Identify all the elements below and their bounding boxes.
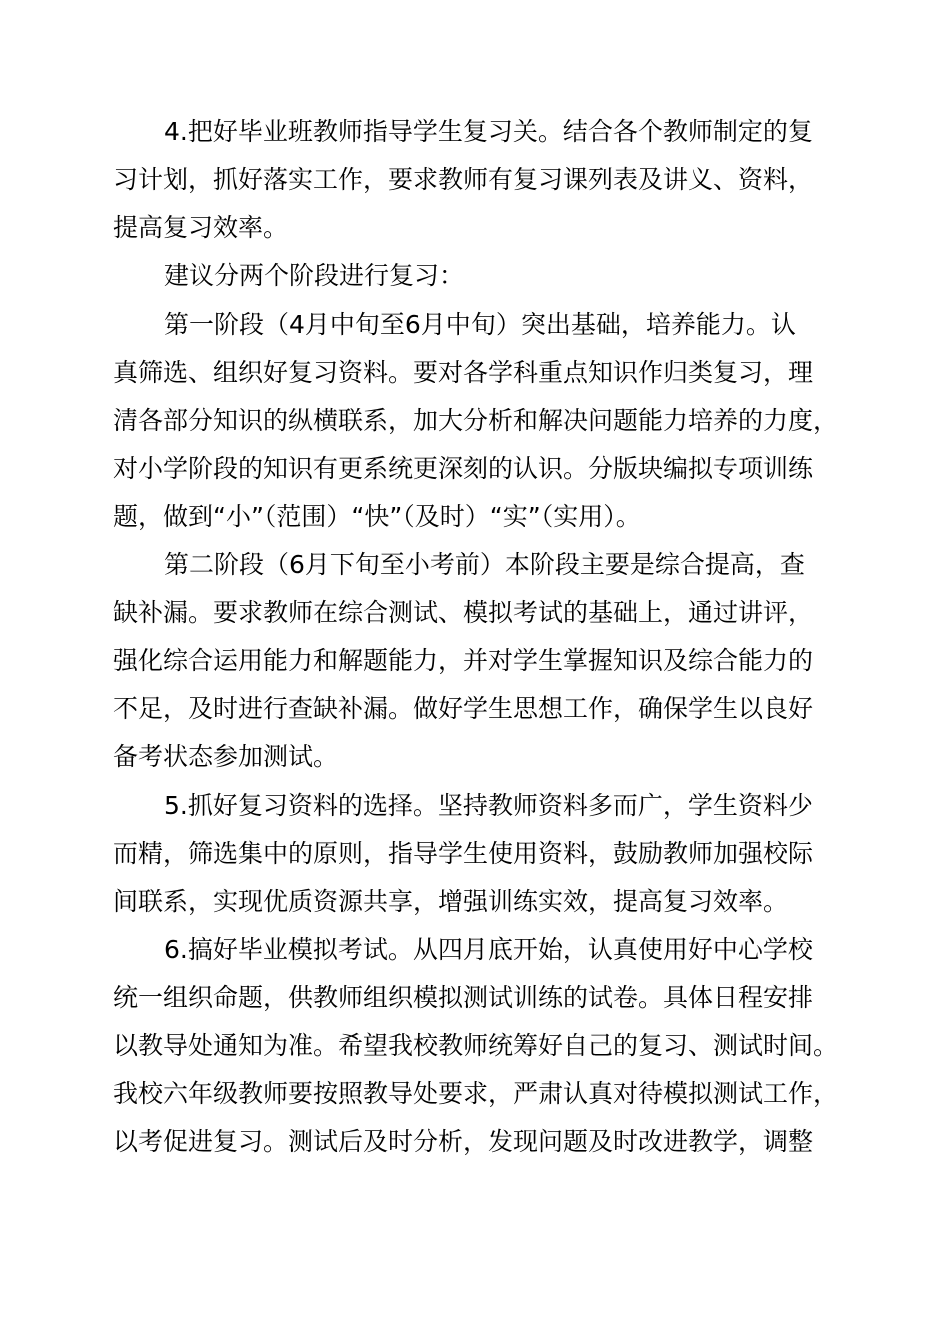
text-line: 6.搞好毕业模拟考试。从四月底开始，认真使用好中心学校 — [164, 935, 813, 964]
text-line: 第二阶段（6月下旬至小考前）本阶段主要是综合提高，查 — [164, 550, 805, 579]
text-line: 统一组织命题，供教师组织模拟测试训练的试卷。具体日程安排 — [113, 983, 814, 1012]
text-line: 我校六年级教师要按照教导处要求，严肃认真对待模拟测试工作， — [113, 1079, 839, 1108]
text-line: 而精，筛选集中的原则，指导学生使用资料，鼓励教师加强校际 — [113, 839, 814, 868]
text-line: 建议分两个阶段进行复习： — [164, 261, 465, 290]
text-line: 以教导处通知为准。希望我校教师统筹好自己的复习、测试时间。 — [113, 1031, 839, 1060]
text-line: 备考状态参加测试。 — [113, 742, 339, 771]
text-line: 对小学阶段的知识有更系统更深刻的认识。分版块编拟专项训练 — [113, 454, 814, 483]
text-line: 第一阶段（4月中旬至6月中旬）突出基础，培养能力。认 — [164, 310, 796, 339]
text-line: 4.把好毕业班教师指导学生复习关。结合各个教师制定的复 — [164, 117, 813, 146]
text-line: 题，做到“小”（范围）“快”（及时）“实”（实用）。 — [113, 502, 641, 531]
text-line: 真筛选、组织好复习资料。要对各学科重点知识作归类复习，理 — [113, 358, 814, 387]
text-line: 不足，及时进行查缺补漏。做好学生思想工作，确保学生以良好 — [113, 694, 814, 723]
text-line: 缺补漏。要求教师在综合测试、模拟考试的基础上，通过讲评， — [113, 598, 814, 627]
text-line: 清各部分知识的纵横联系，加大分析和解决问题能力培养的力度， — [113, 406, 839, 435]
text-line: 提高复习效率。 — [113, 213, 289, 242]
text-line: 习计划，抓好落实工作，要求教师有复习课列表及讲义、资料， — [113, 165, 814, 194]
text-line: 以考促进复习。测试后及时分析，发现问题及时改进教学，调整 — [113, 1127, 814, 1156]
text-line: 间联系，实现优质资源共享，增强训练实效，提高复习效率。 — [113, 887, 789, 916]
text-line: 5.抓好复习资料的选择。坚持教师资料多而广，学生资料少 — [164, 791, 813, 820]
text-line: 强化综合运用能力和解题能力，并对学生掌握知识及综合能力的 — [113, 646, 814, 675]
